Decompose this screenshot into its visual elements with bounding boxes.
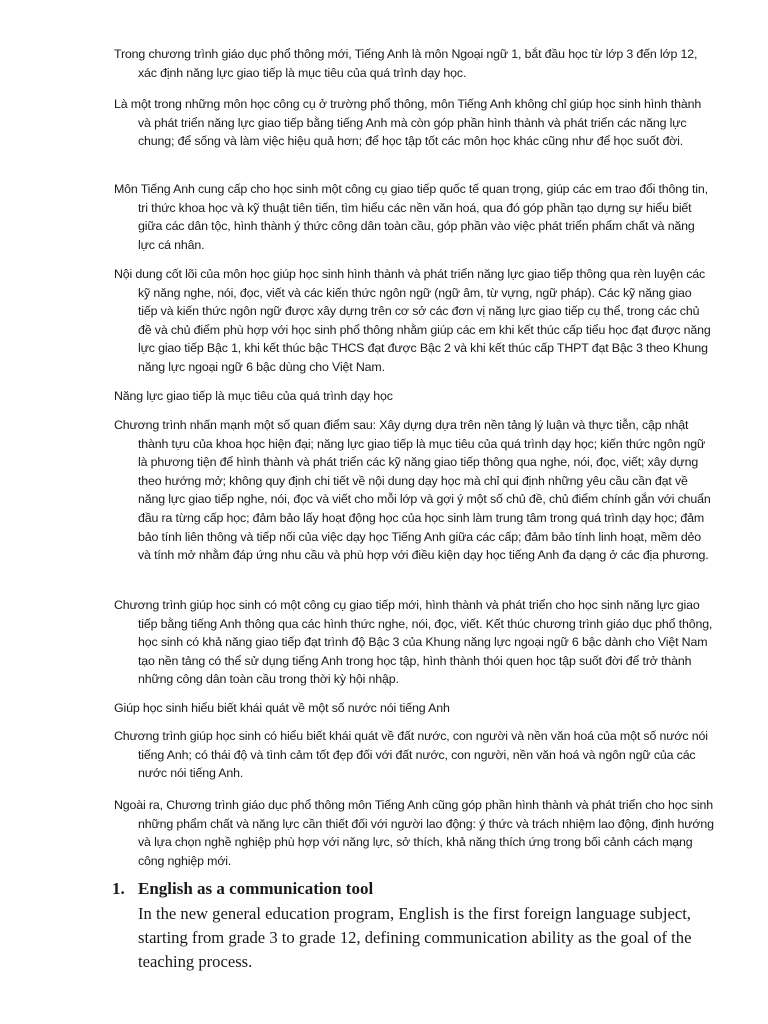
paragraph-4: Nội dung cốt lõi của môn học giúp học sinh hình thành và phát triển năng lực giao tiếp thông qua rèn luyện các kỹ năng nghe, nói, đọc, viết và các kiến thức ngôn ngữ (ngữ âm, từ vựng, ngữ pháp). Các kỹ năng giao tiếp và kiến thức ngôn ngữ được xây dựng trên cơ sở các đơn vị năng lực giao tiếp cụ thể, trong các chủ đề và chủ điểm phù hợp với học sinh phổ thông nhằm giúp các em khi kết thúc cấp tiểu học đạt được năng lực giao tiếp Bậc 1, khi kết thúc bậc THCS đạt được Bậc 2 và khi kết thúc cấp THPT đạt Bậc 3 theo Khung năng lực ngoại ngữ 6 bậc dùng cho Việt Nam. (114, 267, 711, 374)
paragraph-6: Chương trình nhấn mạnh một số quan điểm sau: Xây dựng dựa trên nền tảng lý luận và thực tiễn, cập nhật thành tựu của khoa học hiện đại; năng lực giao tiếp là mục tiêu của quá trình dạy học; kiến thức ngôn ngữ là phương tiện để hình thành và phát triển các kỹ năng giao tiếp thông qua nghe, nói, đọc, viết; xây dựng theo hướng mở; không quy định chi tiết về nội dung dạy học mà chỉ qui định những yêu cầu cần đạt về năng lực giao tiếp nghe, nói, đọc và viết cho mỗi lớp và gợi ý một số chủ đề, chủ điểm chính gắn với chuẩn đầu ra từng cấp học; đảm bảo lấy hoạt động học của học sinh làm trung tâm trong quá trình dạy học; đảm bảo tính liên thông và tiếp nối của việc dạy học Tiếng Anh giữa các cấp; đảm bảo tính linh hoạt, mềm dẻo và tính mở nhằm đáp ứng nhu cầu và phù hợp với điều kiện dạy học tiếng Anh đa dạng ở các địa phương. (114, 418, 711, 563)
paragraph-8: Giúp học sinh hiểu biết khái quát về một số nước nói tiếng Anh (114, 701, 450, 715)
paragraph-3: Môn Tiếng Anh cung cấp cho học sinh một công cụ giao tiếp quốc tế quan trọng, giúp các em trao đổi thông tin, tri thức khoa học và kỹ thuật tiên tiến, tìm hiểu các nền văn hoá, qua đó góp phần tạo dựng sự hiểu biết giữa các dân tộc, hình thành ý thức công dân toàn cầu, góp phần vào việc phát triển phẩm chất và năng lực cá nhân. (114, 182, 708, 252)
section-body: In the new general education program, English is the first foreign language subject, starting from grade 3 to grade 12, defining communication ability as the goal of the teaching process. (138, 904, 692, 971)
paragraph-9: Chương trình giúp học sinh có hiểu biết khái quát về đất nước, con người và nền văn hoá của một số nước nói tiếng Anh; có thái độ và tình cảm tốt đẹp đối với đất nước, con người, nền văn hoá và ngôn ngữ của các nước nói tiếng Anh. (114, 729, 708, 781)
paragraph-7: Chương trình giúp học sinh có một công cụ giao tiếp mới, hình thành và phát triển cho học sinh năng lực giao tiếp bằng tiếng Anh thông qua các hình thức nghe, nói, đọc, viết. Kết thúc chương trình giáo dục phổ thông, học sinh có khả năng giao tiếp đạt trình độ Bậc 3 của Khung năng lực ngoại ngữ 6 bậc dành cho Việt Nam tạo nền tảng có thể sử dụng tiếng Anh trong học tập, hình thành thói quen học tập suốt đời để trở thành những công dân toàn cầu trong thời kỳ hội nhập. (114, 598, 713, 687)
paragraph-5: Năng lực giao tiếp là mục tiêu của quá trình dạy học (114, 389, 393, 403)
section-title: English as a communication tool (138, 879, 374, 898)
paragraph-2: Là một trong những môn học công cụ ở trường phổ thông, môn Tiếng Anh không chỉ giúp học sinh hình thành và phát triển năng lực giao tiếp bằng tiếng Anh mà còn góp phần hình thành và phát triển các năng lực chung; để sống và làm việc hiệu quả hơn; để học tập tốt các môn học khác cũng như để học suốt đời. (114, 97, 702, 149)
paragraph-1: Trong chương trình giáo dục phổ thông mới, Tiếng Anh là môn Ngoại ngữ 1, bắt đầu học từ lớp 3 đến lớp 12, xác định năng lực giao tiếp là mục tiêu của quá trình dạy học. (114, 47, 698, 80)
section-number: 1. (112, 879, 125, 898)
section-heading (112, 878, 373, 900)
paragraph-10: Ngoài ra, Chương trình giáo dục phổ thông môn Tiếng Anh cũng góp phần hình thành và phát triển cho học sinh những phẩm chất và năng lực cần thiết đối với người lao động: ý thức và trách nhiệm lao động, định hướng và lựa chọn nghề nghiệp phù hợp với năng lực, sở thích, khả năng thích ứng trong bối cảnh cách mạng công nghiệp mới. (114, 798, 714, 868)
